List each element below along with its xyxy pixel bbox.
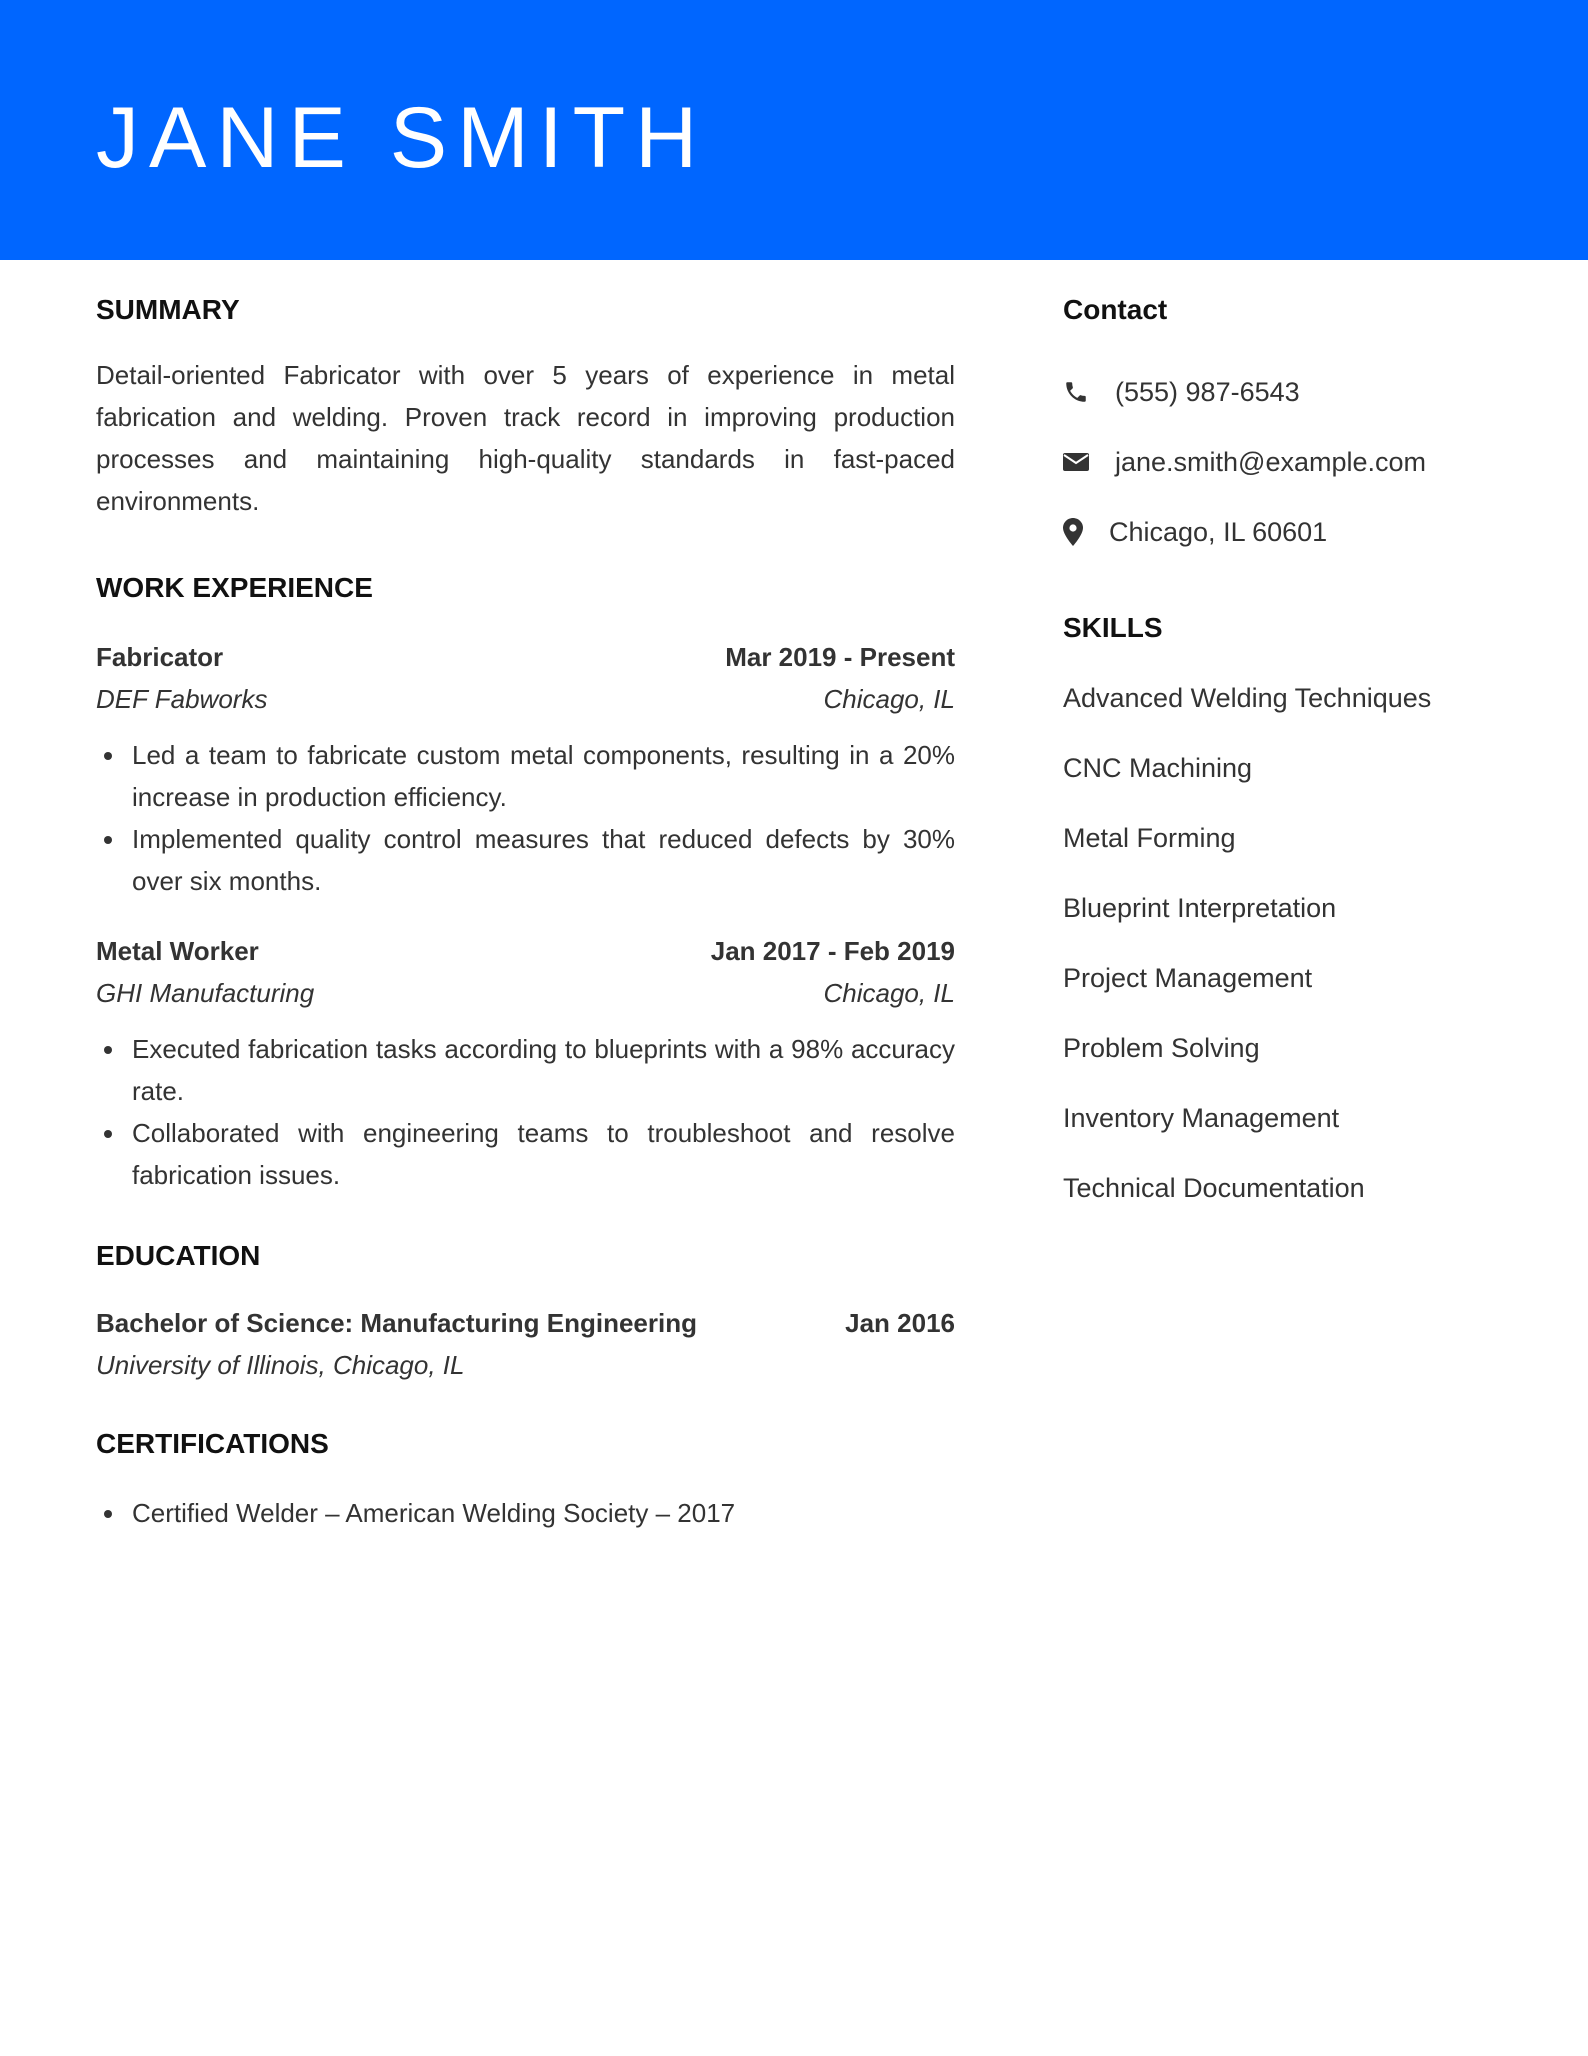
contact-title: Contact [1063,294,1168,325]
job-dates: Jan 2017 - Feb 2019 [710,936,955,966]
education-title: EDUCATION [96,1240,261,1271]
education-school: University of Illinois, Chicago, IL [96,1350,465,1380]
job-role: Fabricator [96,642,224,672]
map-pin-icon [1063,518,1091,546]
summary-section [96,290,955,522]
skill-item: Project Management [1063,963,1313,993]
job-entry [96,636,955,902]
skills-title: SKILLS [1063,612,1163,643]
skill-item: Metal Forming [1063,823,1236,853]
candidate-name: JANE SMITH [96,90,708,186]
job-location: Chicago, IL [823,684,955,714]
job-role: Metal Worker [96,936,259,966]
job-header [96,636,955,678]
certification-list [96,1492,955,1534]
certifications-section [96,1424,955,1534]
summary-title: SUMMARY [96,294,240,325]
main-column [96,290,955,1534]
contact-email [1063,442,1523,482]
contact-section [1063,290,1523,552]
education-section [96,1236,955,1386]
education-degree: Bachelor of Science: Manufacturing Engineering [96,1308,697,1338]
contact-phone-text: (555) 987-6543 [1115,376,1300,407]
job-entry [96,930,955,1196]
phone-icon [1063,378,1091,406]
education-date: Jan 2016 [845,1308,955,1338]
header-banner [0,0,1588,260]
job-dates: Mar 2019 - Present [725,642,955,672]
job-location: Chicago, IL [823,978,955,1008]
summary-text: Detail-oriented Fabricator with over 5 years of experience in metal fabrication and welding. Proven track record in improving production processes and maintaining high-quality standards in fast-paced environments. [96,360,955,516]
job-subheader [96,678,955,720]
job-bullets [96,1028,955,1196]
job-bullet: Executed fabrication tasks according to blueprints with a 98% accuracy rate. [96,1028,955,1112]
education-subheader [96,1344,955,1386]
job-bullets [96,734,955,902]
contact-location [1063,512,1523,552]
skill-item: Advanced Welding Techniques [1063,683,1432,713]
skill-item: Inventory Management [1063,1103,1340,1133]
certification-item: Certified Welder – American Welding Society – 2017 [96,1492,955,1534]
education-header [96,1302,955,1344]
job-bullet: Led a team to fabricate custom metal components, resulting in a 20% increase in production efficiency. [96,734,955,818]
job-bullet: Collaborated with engineering teams to troubleshoot and resolve fabrication issues. [96,1112,955,1196]
skill-item: CNC Machining [1063,753,1253,783]
job-header [96,930,955,972]
job-subheader [96,972,955,1014]
sidebar-column [1063,290,1523,1208]
contact-phone [1063,372,1523,412]
skill-item: Blueprint Interpretation [1063,893,1337,923]
job-company: DEF Fabworks [96,684,268,714]
experience-section [96,568,955,1196]
contact-email-text[interactable]: jane.smith@example.com [1115,446,1427,477]
envelope-icon [1063,448,1091,476]
skill-item: Problem Solving [1063,1033,1260,1063]
skills-section [1063,608,1523,1208]
experience-title: WORK EXPERIENCE [96,572,373,603]
certifications-title: CERTIFICATIONS [96,1428,329,1459]
contact-location-text: Chicago, IL 60601 [1109,516,1328,547]
job-bullet: Implemented quality control measures that reduced defects by 30% over six months. [96,818,955,902]
job-company: GHI Manufacturing [96,978,315,1008]
skill-item: Technical Documentation [1063,1173,1365,1203]
